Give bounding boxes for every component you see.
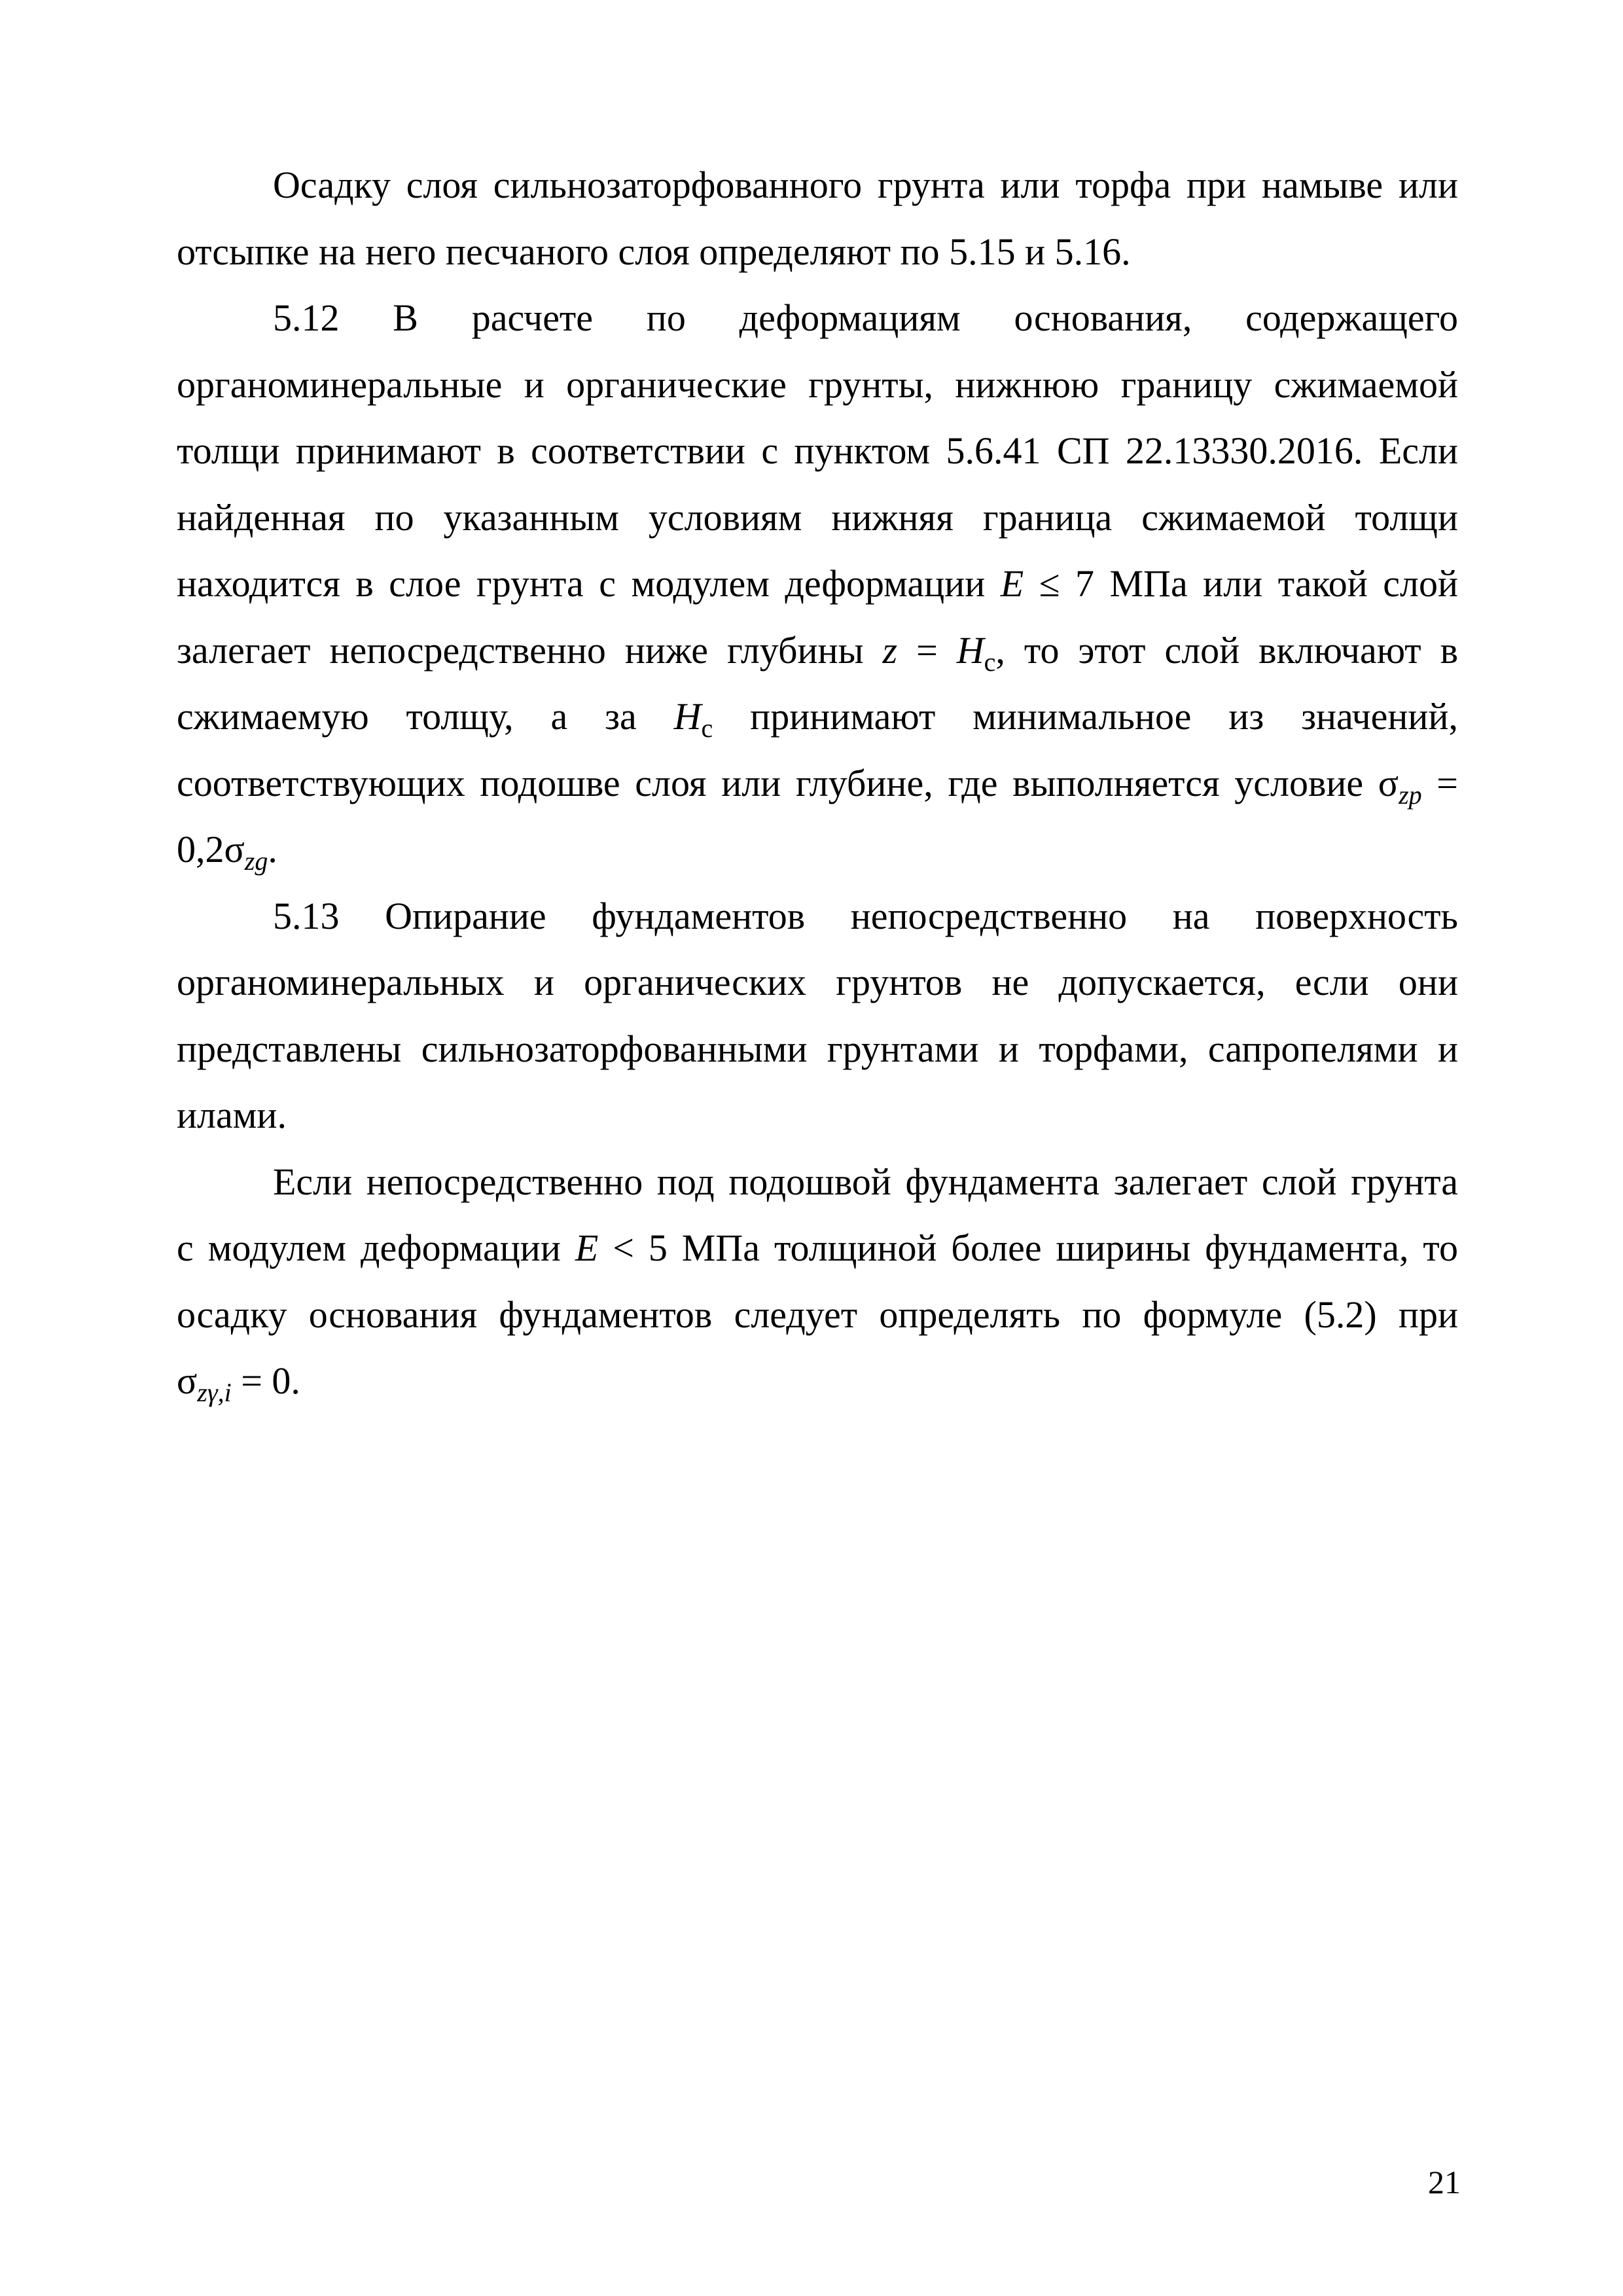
text-run: соответствующих подошве слоя или глубине, где выполняется условие σ: [177, 761, 1399, 804]
text-run: толщи принимают в соответствии с пунктом 5.6.41 СП 22.13330.2016. Если: [177, 429, 1458, 472]
text-line: [177, 152, 1458, 219]
text-run: сжимаемую толщу, а за: [177, 695, 674, 738]
text-run: с модулем деформации: [177, 1227, 575, 1269]
page-number: 21: [1428, 2164, 1461, 2200]
paragraph: [177, 152, 1458, 285]
text-line: [177, 351, 1458, 418]
text-line: [177, 750, 1458, 817]
text-run: отсыпке на него песчаного слоя определяют по 5.15 и 5.16.: [177, 230, 1131, 273]
text-line: [177, 1282, 1458, 1348]
math-subscript: c: [701, 713, 713, 743]
math-subscript: zg: [244, 846, 268, 876]
line-content: [177, 1282, 1458, 1348]
line-content: [177, 418, 1458, 484]
math-symbol: E: [1000, 562, 1024, 605]
text-line: [177, 484, 1458, 551]
math-subscript: zp: [1399, 780, 1422, 810]
text-line: [177, 219, 1458, 285]
line-content: [177, 1215, 1458, 1282]
text-run: Осадку слоя сильнозаторфованного грунта или торфа при намыве или: [273, 164, 1458, 206]
math-subscript: c: [984, 647, 996, 677]
line-content: [273, 1149, 1458, 1215]
text-run: 5.13 Опирание фундаментов непосредственно на поверхность: [273, 894, 1458, 937]
text-run: представлены сильнозаторфованными грунтами и торфами, сапропелями и: [177, 1027, 1458, 1070]
text-run: залегает непосредственно ниже глубины: [177, 628, 883, 672]
math-symbol: E: [575, 1227, 599, 1269]
text-line: [177, 1149, 1458, 1215]
text-run: илами.: [177, 1094, 287, 1136]
line-content: [273, 152, 1458, 219]
text-line: [177, 285, 1458, 351]
text-run: < 5 МПа толщиной более ширины фундамента, то: [598, 1227, 1458, 1269]
math-symbol: H: [673, 695, 702, 738]
text-run: принимают минимальное из значений,: [713, 695, 1458, 738]
text-run: =: [1421, 761, 1458, 804]
text-run: найденная по указанным условиям нижняя граница сжимаемой толщи: [177, 495, 1458, 539]
line-content: [177, 484, 1458, 551]
text-run: органоминеральные и органические грунты, нижнюю границу сжимаемой: [177, 363, 1458, 406]
text-line: [177, 1016, 1458, 1083]
text-run: .: [268, 828, 277, 870]
text-line: [177, 1082, 1458, 1149]
line-content: [177, 1082, 1458, 1149]
text-run: , то этот слой включают в: [995, 628, 1458, 672]
text-run: находится в слое грунта с модулем деформации: [177, 562, 1001, 605]
text-line: [177, 816, 1458, 883]
text-line: [177, 1215, 1458, 1282]
line-content: [177, 550, 1458, 617]
math-subscript: zγ,i: [197, 1378, 232, 1407]
line-content: [177, 816, 1458, 883]
line-content: [273, 883, 1458, 950]
text-line: [177, 883, 1458, 950]
text-line: [177, 550, 1458, 617]
text-line: [177, 949, 1458, 1016]
paragraph: [177, 285, 1458, 883]
paragraph: [177, 1149, 1458, 1414]
line-content: [177, 351, 1458, 418]
text-run: σ: [177, 1359, 198, 1402]
line-content: [177, 683, 1458, 750]
text-run: органоминеральных и органических грунтов не допускается, если они: [177, 961, 1458, 1003]
math-symbol: z: [882, 628, 898, 672]
text-run: =: [897, 628, 957, 672]
paragraph: [177, 883, 1458, 1149]
text-line: [177, 617, 1458, 684]
document-body: [177, 152, 1458, 1414]
text-line: [177, 418, 1458, 484]
text-run: 0,2σ: [177, 828, 245, 870]
line-content: [177, 1348, 1458, 1414]
text-run: ≤ 7 МПа или такой слой: [1024, 562, 1458, 605]
line-content: [177, 949, 1458, 1016]
text-line: [177, 1348, 1458, 1414]
line-content: [177, 617, 1458, 684]
line-content: [273, 285, 1458, 351]
text-run: 5.12 В расчете по деформациям основания, содержащего: [273, 296, 1458, 339]
text-run: осадку основания фундаментов следует определять по формуле (5.2) при: [177, 1293, 1458, 1336]
math-symbol: H: [956, 628, 984, 672]
text-run: Если непосредственно под подошвой фундамента залегает слой грунта: [273, 1160, 1458, 1203]
line-content: [177, 1016, 1458, 1083]
line-content: [177, 219, 1458, 285]
text-line: [177, 683, 1458, 750]
text-run: = 0.: [231, 1359, 300, 1402]
line-content: [177, 750, 1458, 817]
